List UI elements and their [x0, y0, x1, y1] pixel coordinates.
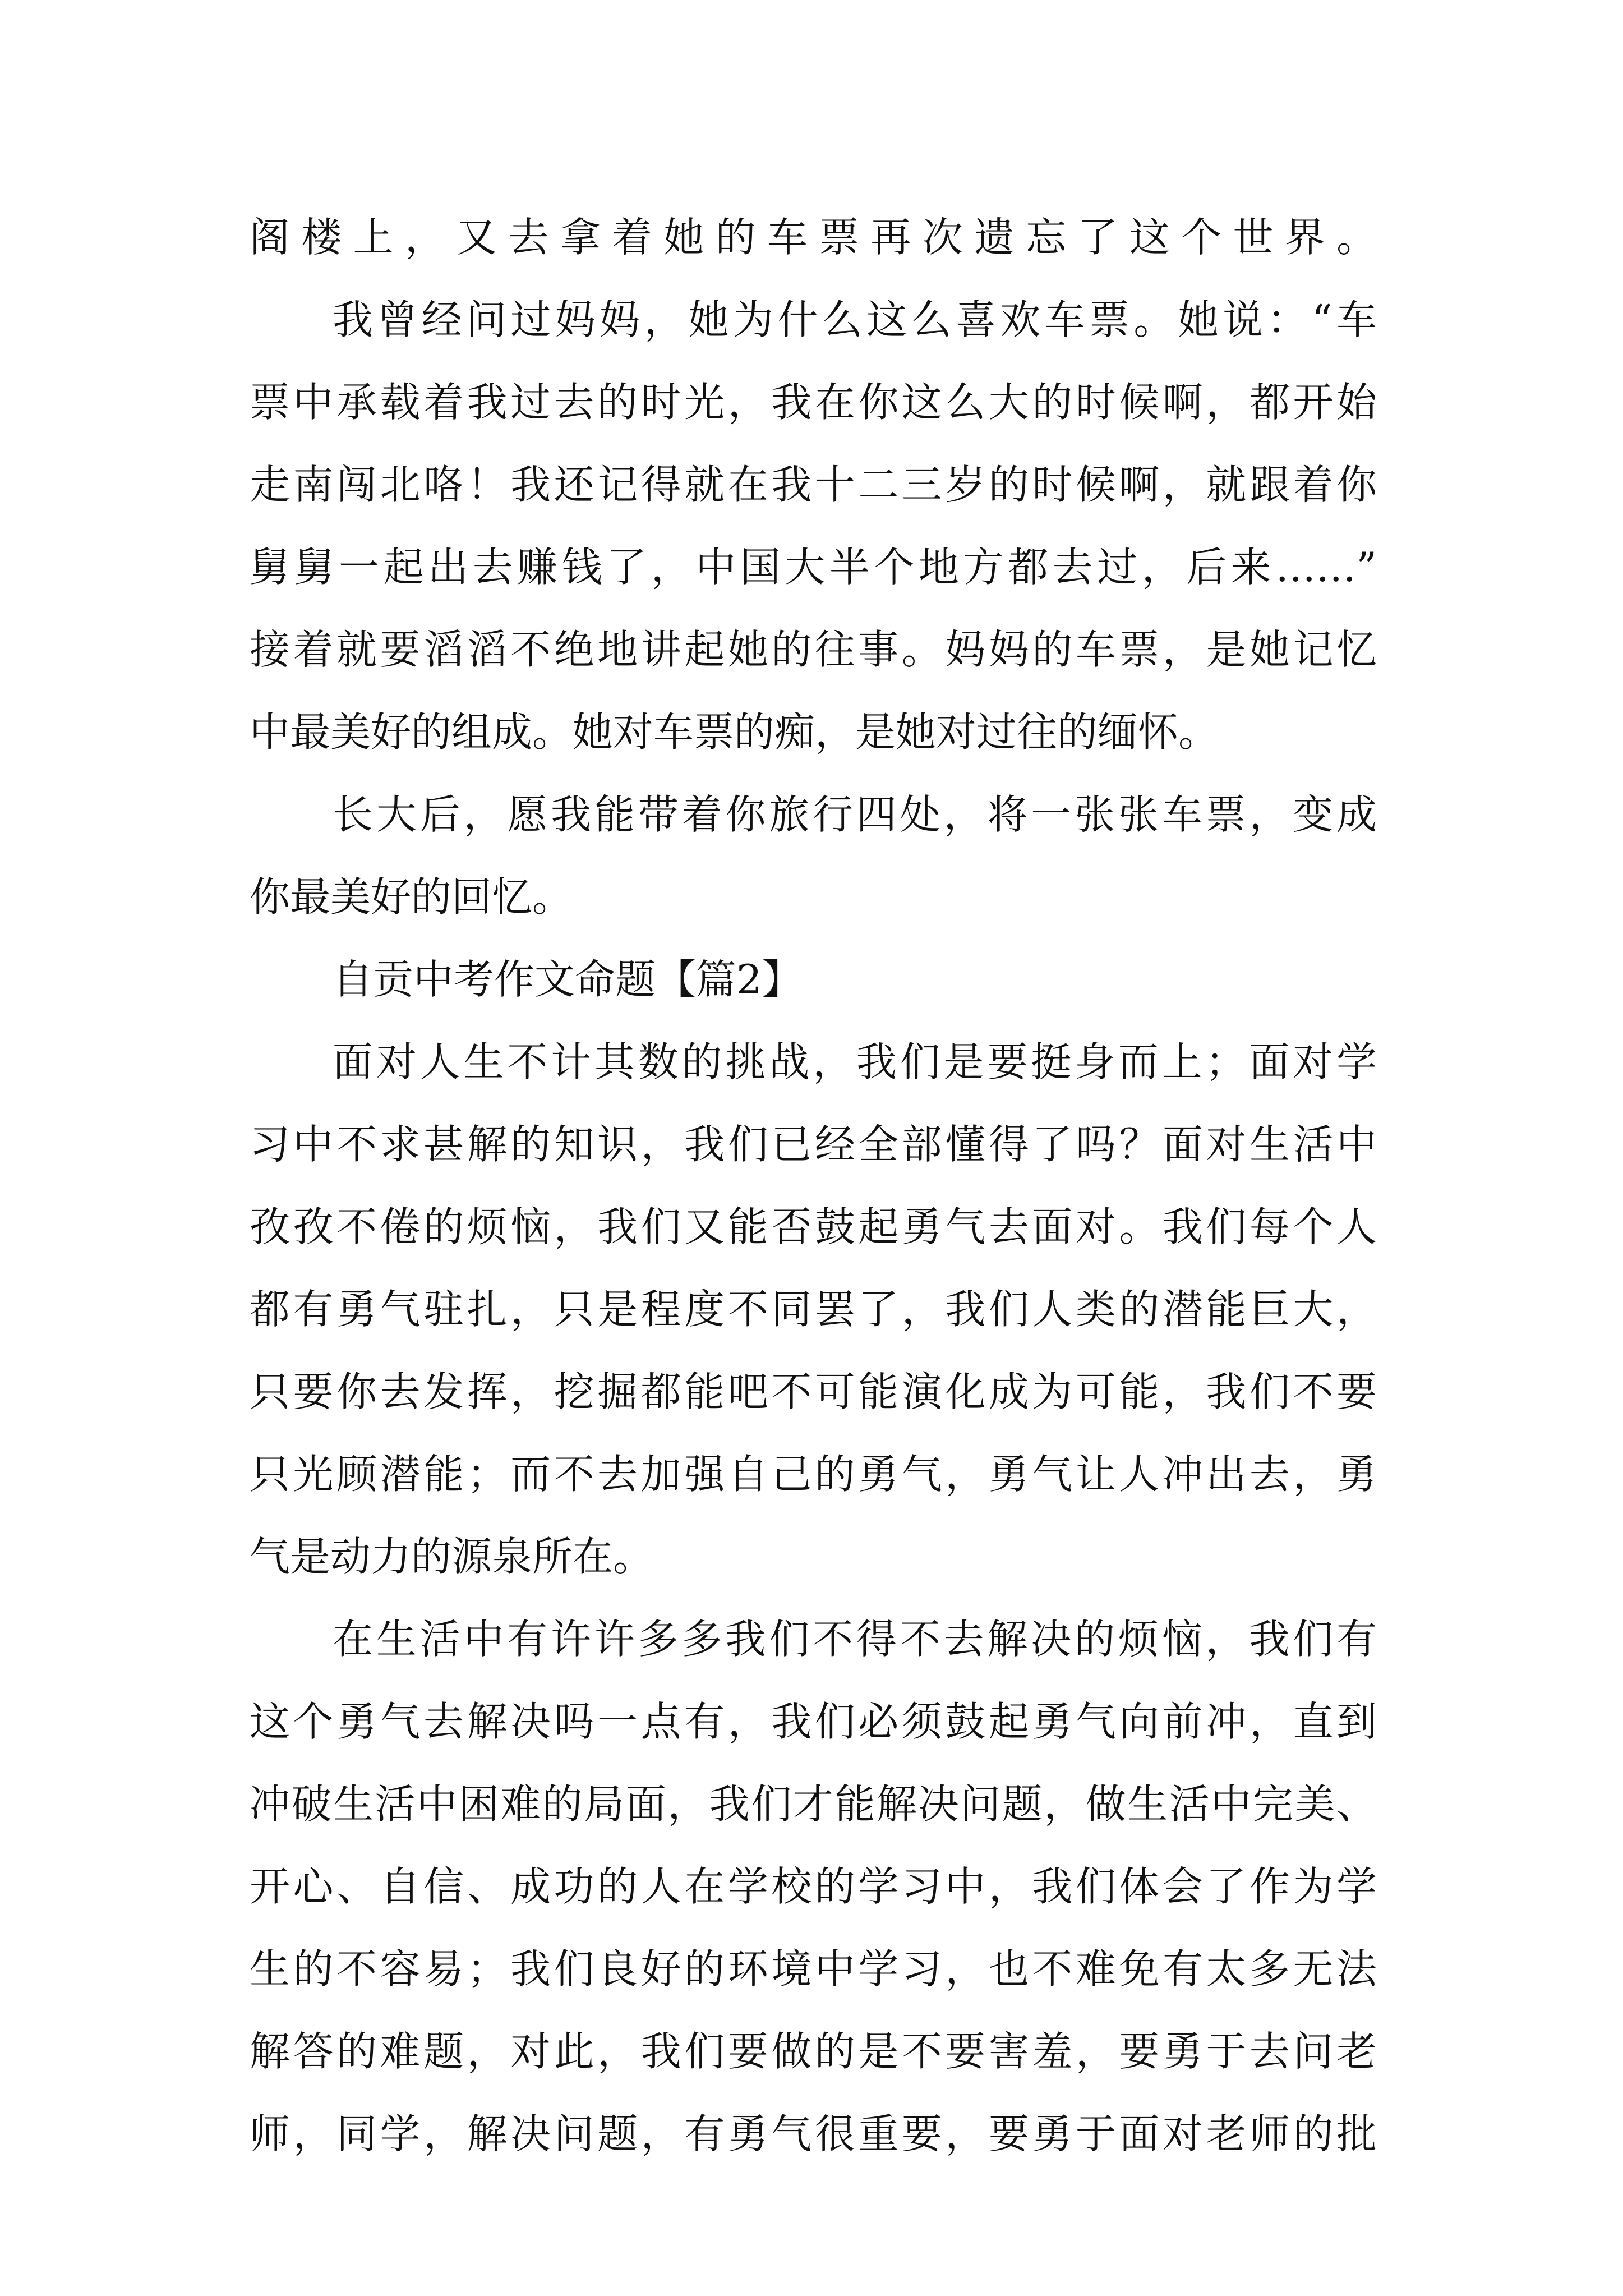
text-line: 师，同学，解决问题，有勇气很重要，要勇于面对老师的批 [250, 2110, 1377, 2157]
text-line: 只要你去发挥，挖掘都能吧不可能演化成为可能，我们不要 [250, 1368, 1377, 1415]
text-line: 票中承载着我过去的时光，我在你这么大的时候啊，都开始 [250, 379, 1377, 426]
text-line: 习中不求甚解的知识，我们已经全部懂得了吗？面对生活中 [250, 1121, 1377, 1168]
section-heading: 自贡中考作文命题【篇2】 [333, 956, 803, 1003]
text-line: 长大后，愿我能带着你旅行四处，将一张张车票，变成 [333, 791, 1377, 838]
text-line: 解答的难题，对此，我们要做的是不要害羞，要勇于去问老 [250, 2028, 1377, 2075]
text-line: 气是动力的源泉所在。 [250, 1533, 654, 1580]
text-line: 开心、自信、成功的人在学校的学习中，我们体会了作为学 [250, 1863, 1377, 1910]
text-line: 孜孜不倦的烦恼，我们又能否鼓起勇气去面对。我们每个人 [250, 1203, 1377, 1250]
text-line: 走南闯北咯！我还记得就在我十二三岁的时候啊，就跟着你 [250, 461, 1377, 508]
text-line: 中最美好的组成。她对车票的痴，是她对过往的缅怀。 [250, 708, 1219, 756]
text-line: 接着就要滔滔不绝地讲起她的往事。妈妈的车票，是她记忆 [250, 626, 1377, 673]
text-line: 都有勇气驻扎，只是程度不同罢了，我们人类的潜能巨大， [250, 1286, 1377, 1333]
body-text [250, 196, 1377, 2175]
text-line: 你最美好的回忆。 [250, 873, 573, 921]
text-line: 只光顾潜能；而不去加强自己的勇气，勇气让人冲出去，勇 [250, 1451, 1377, 1498]
text-line: 在生活中有许许多多我们不得不去解决的烦恼，我们有 [333, 1616, 1377, 1663]
text-line: 这个勇气去解决吗一点有，我们必须鼓起勇气向前冲，直到 [250, 1698, 1377, 1745]
text-line: 阁楼上，又去拿着她的车票再次遗忘了这个世界。 [250, 214, 1377, 261]
text-line: 冲破生活中困难的局面，我们才能解决问题，做生活中完美、 [250, 1780, 1377, 1828]
text-line: 面对人生不计其数的挑战，我们是要挺身而上；面对学 [333, 1038, 1377, 1085]
text-line: 舅舅一起出去赚钱了，中国大半个地方都去过，后来……” [250, 544, 1377, 591]
text-line: 生的不容易；我们良好的环境中学习，也不难免有太多无法 [250, 1945, 1377, 1993]
text-line: 我曾经问过妈妈，她为什么这么喜欢车票。她说：“车 [333, 296, 1377, 343]
